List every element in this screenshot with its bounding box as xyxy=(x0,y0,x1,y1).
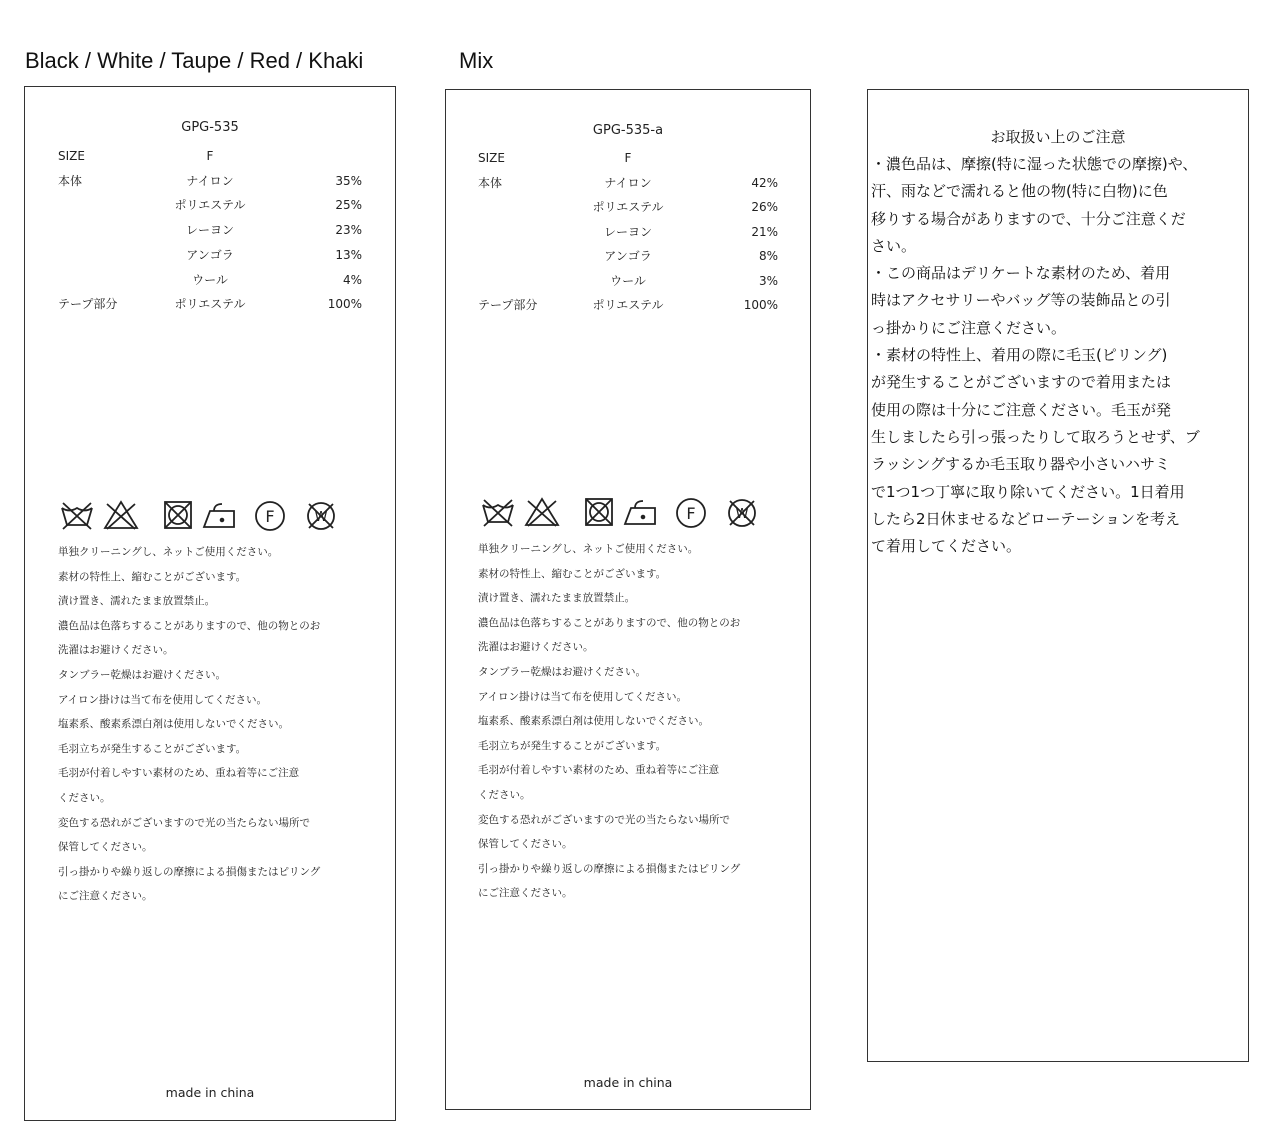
material-percent: 21% xyxy=(751,225,778,239)
dry-clean-f-icon xyxy=(674,496,708,530)
material-fiber: ナイロン xyxy=(604,176,652,190)
wet-clean-prohibited-icon xyxy=(304,499,338,533)
material-part: 本体 xyxy=(478,176,503,190)
care-line: 引っ掛かりや繰り返しの摩擦による損傷またはピリング xyxy=(478,862,741,875)
material-row xyxy=(478,295,778,315)
notice-line: 移りする場合がありますので、十分ご注意くだ xyxy=(871,209,1186,228)
bleach-prohibited-icon xyxy=(523,496,561,528)
notice-line: て着用してください。 xyxy=(871,537,1022,556)
care-line: 単独クリーニングし、ネットご使用ください。 xyxy=(58,546,279,558)
care-instructions xyxy=(58,540,320,909)
material-part: 本体 xyxy=(58,174,83,188)
material-part: テープ部分 xyxy=(58,297,118,311)
material-row xyxy=(478,197,778,217)
care-line: 素材の特性上、縮むことがございます。 xyxy=(58,570,247,583)
notice-line: 生しましたら引っ張ったりして取ろうとせず、ブ xyxy=(871,427,1200,446)
care-line: 塩素系、酸素系漂白剤は使用しないでください。 xyxy=(478,715,709,728)
material-fiber: アンゴラ xyxy=(604,249,652,263)
care-line: 漬け置き、濡れたまま放置禁止。 xyxy=(58,595,216,608)
care-line: 保管してください。 xyxy=(478,838,573,851)
notice-body xyxy=(871,151,1200,560)
hand-wash-prohibited-icon xyxy=(480,496,516,528)
size-value: F xyxy=(624,151,632,165)
care-line: ください。 xyxy=(478,788,531,801)
material-percent: 13% xyxy=(335,248,362,262)
care-instructions xyxy=(478,537,740,906)
size-key: SIZE xyxy=(478,151,505,165)
care-label-mix xyxy=(445,89,811,1110)
notice-line: ラッシングするか毛玉取り器や小さいハサミ xyxy=(871,455,1171,474)
size-value: F xyxy=(206,149,214,163)
material-percent: 23% xyxy=(335,223,362,237)
notice-line: したら2日休ませるなどローテーションを考え xyxy=(871,509,1180,528)
care-line: 濃色品は色落ちすることがありますので、他の物とのお xyxy=(478,616,741,629)
care-line: 洗濯はお避けください。 xyxy=(58,644,174,657)
material-percent: 42% xyxy=(751,176,778,190)
material-percent: 4% xyxy=(342,273,362,287)
material-fiber: ポリエステル xyxy=(174,297,246,311)
material-row xyxy=(58,171,362,191)
material-percent: 26% xyxy=(751,200,778,214)
care-symbols xyxy=(480,496,770,532)
bleach-prohibited-icon xyxy=(102,499,140,531)
material-row xyxy=(478,173,778,193)
material-percent: 3% xyxy=(758,274,778,288)
care-line: 洗濯はお避けください。 xyxy=(478,641,594,654)
care-line: 毛羽立ちが発生することがございます。 xyxy=(58,742,247,755)
product-code: GPG-535 xyxy=(181,120,239,135)
material-row xyxy=(58,294,362,314)
care-line: タンブラー乾燥はお避けください。 xyxy=(58,668,226,681)
material-fiber: ウール xyxy=(610,274,646,288)
svg-text:F: F xyxy=(265,507,275,526)
size-row xyxy=(478,148,778,168)
iron-low-icon xyxy=(201,499,237,531)
notice-line: ・この商品はデリケートな素材のため、着用 xyxy=(871,264,1171,283)
country-of-origin: made in china xyxy=(165,1085,255,1100)
size-key: SIZE xyxy=(58,149,85,163)
notice-title: お取扱い上のご注意 xyxy=(990,128,1126,146)
iron-low-icon xyxy=(622,496,658,528)
material-row xyxy=(478,271,778,291)
material-fiber: ポリエステル xyxy=(592,200,664,214)
care-symbols xyxy=(59,499,349,535)
notice-line: 使用の際は十分にご注意ください。毛玉が発 xyxy=(871,400,1172,419)
notice-line: で1つ1つ丁寧に取り除いてください。1日着用 xyxy=(871,482,1185,501)
care-line: 変色する恐れがございますので光の当たらない場所で xyxy=(478,813,730,826)
material-fiber: ナイロン xyxy=(186,174,234,188)
material-fiber: ウール xyxy=(192,273,228,287)
material-percent: 25% xyxy=(335,198,362,212)
care-line: 単独クリーニングし、ネットご使用ください。 xyxy=(478,543,699,555)
material-percent: 35% xyxy=(335,174,362,188)
notice-line: が発生することがございますので着用または xyxy=(871,373,1172,392)
material-percent: 100% xyxy=(327,297,362,311)
care-line: 素材の特性上、縮むことがございます。 xyxy=(478,567,667,580)
notice-line: さい。 xyxy=(871,236,917,255)
notice-line: ・素材の特性上、着用の際に毛玉(ピリング) xyxy=(871,346,1168,365)
care-line: 塩素系、酸素系漂白剤は使用しないでください。 xyxy=(58,718,289,731)
country-of-origin: made in china xyxy=(583,1075,673,1090)
notice-line: ・濃色品は、摩擦(特に湿った状態での摩擦)や、 xyxy=(871,155,1198,173)
material-percent: 8% xyxy=(758,249,778,263)
svg-text:W: W xyxy=(735,507,749,522)
care-line: 毛羽立ちが発生することがございます。 xyxy=(478,739,667,752)
handling-notice-panel xyxy=(867,89,1249,1062)
svg-text:F: F xyxy=(686,504,696,523)
svg-text:W: W xyxy=(314,510,328,525)
material-row xyxy=(58,270,362,290)
care-line: にご注意ください。 xyxy=(58,890,153,903)
material-fiber: ポリエステル xyxy=(592,298,664,312)
dry-clean-f-icon xyxy=(253,499,287,533)
material-row xyxy=(58,220,362,240)
material-row xyxy=(58,245,362,265)
care-label-colors xyxy=(24,86,396,1121)
care-line: アイロン掛けは当て布を使用してください。 xyxy=(58,693,268,706)
care-line: 漬け置き、濡れたまま放置禁止。 xyxy=(478,592,636,605)
wet-clean-prohibited-icon xyxy=(725,496,759,530)
care-line: にご注意ください。 xyxy=(478,887,573,900)
material-fiber: レーヨン xyxy=(185,223,235,237)
care-line: 濃色品は色落ちすることがありますので、他の物とのお xyxy=(58,619,321,632)
notice-line: 汗、雨などで濡れると他の物(特に白物)に色 xyxy=(871,182,1168,201)
material-part: テープ部分 xyxy=(478,298,538,312)
material-fiber: ポリエステル xyxy=(174,198,246,212)
variant-heading-colors: Black / White / Taupe / Red / Khaki xyxy=(25,48,364,73)
size-row xyxy=(58,146,362,166)
material-row xyxy=(478,246,778,266)
care-line: 毛羽が付着しやすい素材のため、重ね着等にご注意 xyxy=(478,764,720,777)
hand-wash-prohibited-icon xyxy=(59,499,95,531)
care-line: 保管してください。 xyxy=(58,841,153,854)
tumble-dry-prohibited-icon xyxy=(162,499,194,531)
tumble-dry-prohibited-icon xyxy=(583,496,615,528)
material-row xyxy=(478,222,778,242)
care-line: アイロン掛けは当て布を使用してください。 xyxy=(478,690,688,703)
material-row xyxy=(58,195,362,215)
care-line: タンブラー乾燥はお避けください。 xyxy=(478,665,646,678)
care-line: ください。 xyxy=(58,791,111,804)
care-line: 引っ掛かりや繰り返しの摩擦による損傷またはピリング xyxy=(58,865,321,878)
material-fiber: レーヨン xyxy=(603,225,653,239)
care-line: 変色する恐れがございますので光の当たらない場所で xyxy=(58,816,310,829)
material-fiber: アンゴラ xyxy=(186,248,234,262)
material-percent: 100% xyxy=(743,298,778,312)
care-line: 毛羽が付着しやすい素材のため、重ね着等にご注意 xyxy=(58,767,300,780)
variant-heading-mix: Mix xyxy=(459,48,494,73)
notice-line: っ掛かりにご注意ください。 xyxy=(871,318,1067,337)
notice-line: 時はアクセサリーやバッグ等の装飾品との引 xyxy=(871,291,1171,310)
product-code: GPG-535-a xyxy=(592,123,664,138)
